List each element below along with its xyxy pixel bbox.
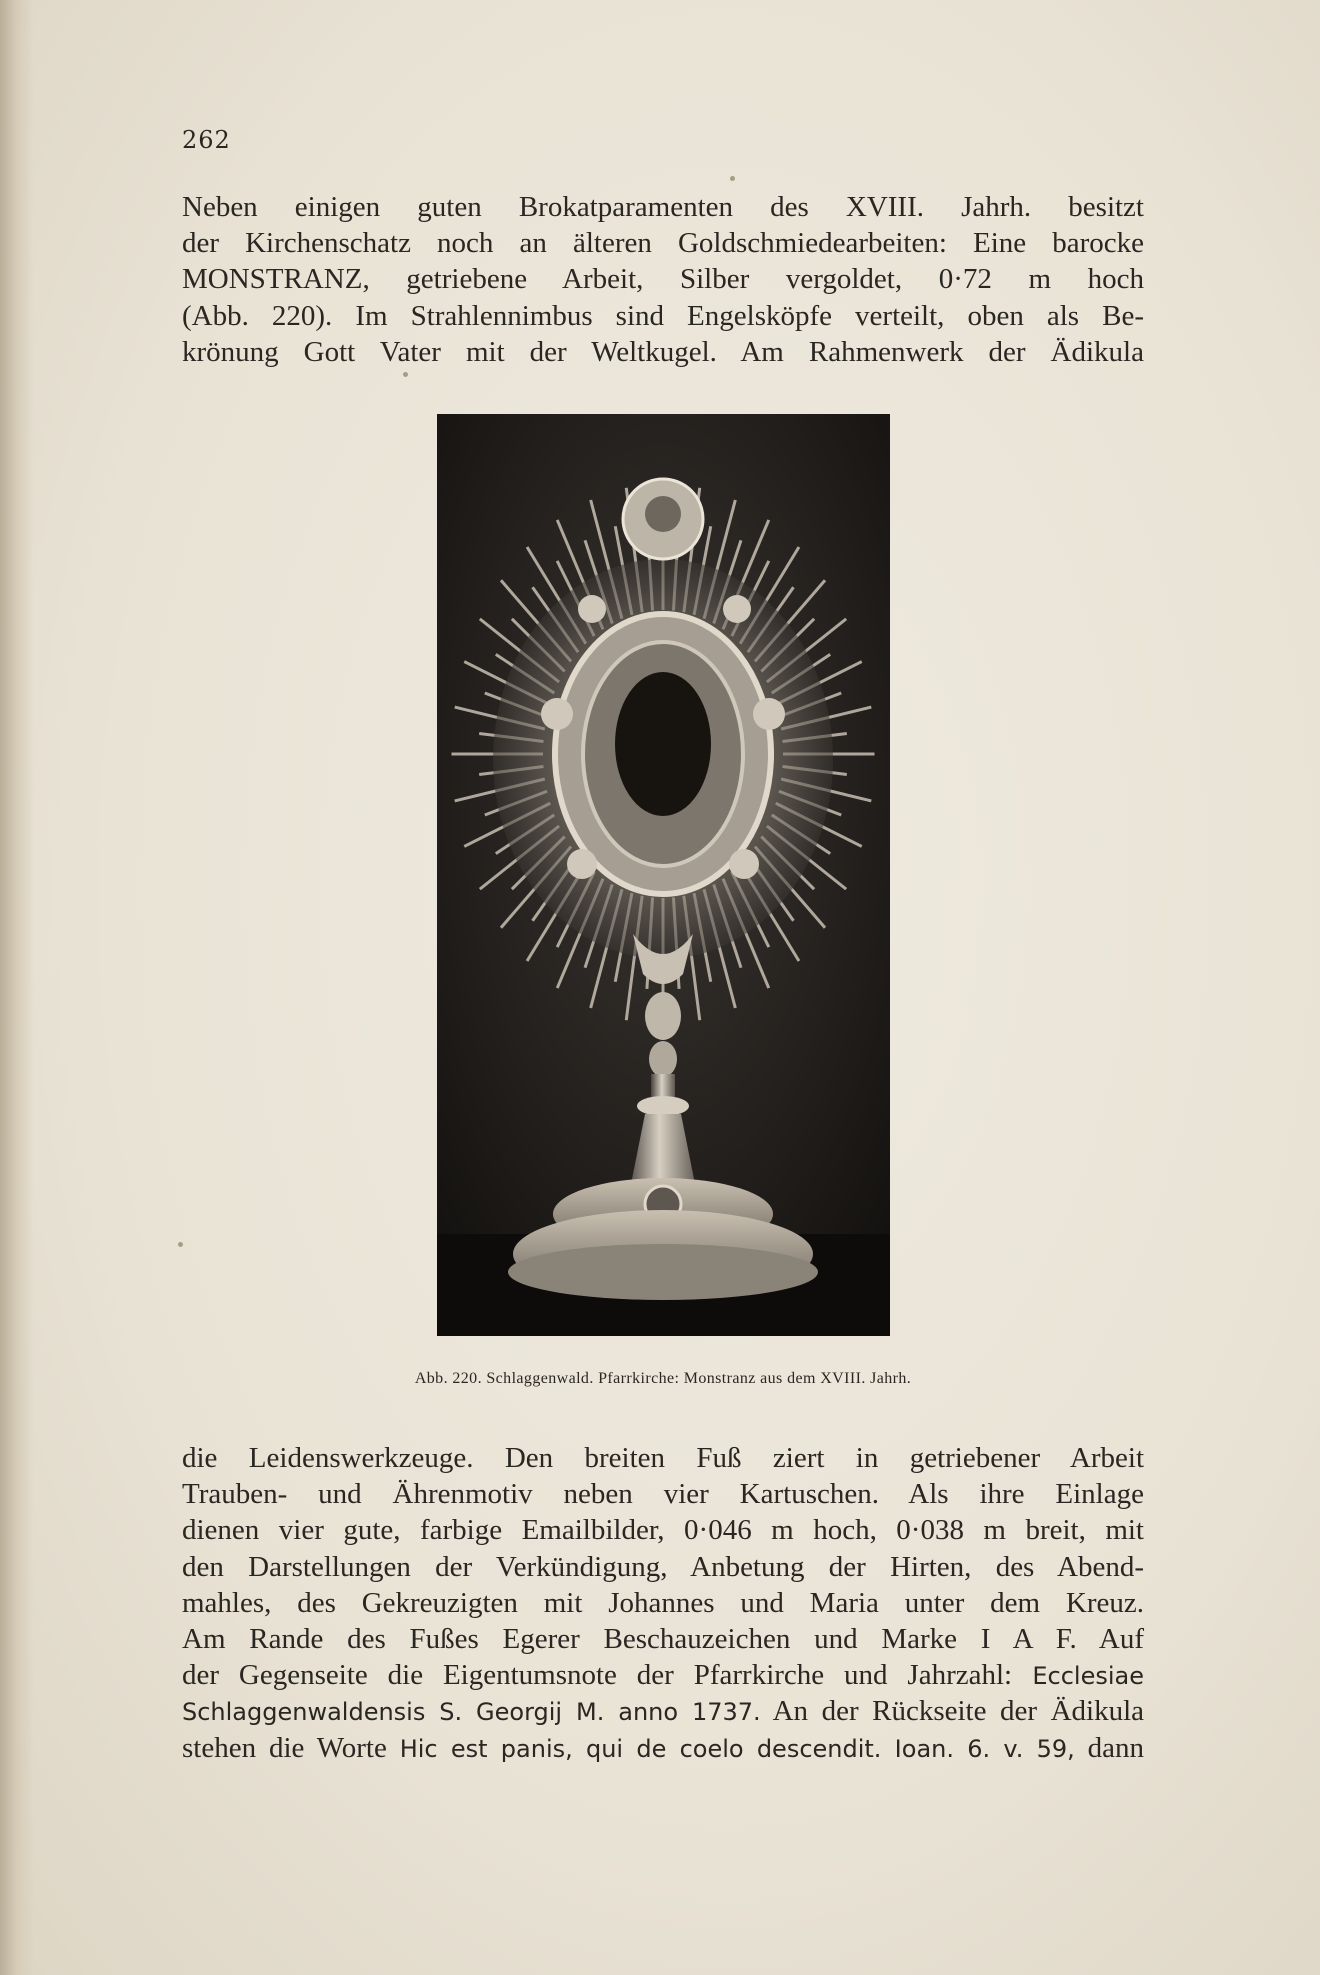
text-segment: An der Rückseite der Ädikula xyxy=(760,1695,1144,1728)
text-line: den Darstellungen der Verkündigung, Anbetung der Hirten, des Abend- xyxy=(182,1550,1144,1583)
text-line: krönung Gott Vater mit der Weltkugel. Am Rahmenwerk der Ädikula xyxy=(182,335,1144,368)
paragraph-bottom xyxy=(182,1440,1144,1766)
monstrance-photo-drawing xyxy=(437,414,890,1336)
text-line xyxy=(182,1693,1144,1729)
text-line xyxy=(182,1657,1144,1693)
paper-speck xyxy=(403,372,408,377)
text-segment: der Gegenseite die Eigentumsnote der Pfarrkirche und Jahrzahl: xyxy=(182,1659,1013,1692)
text-line: Am Rande des Fußes Egerer Beschauzeichen und Marke I A F. Auf xyxy=(182,1622,1144,1655)
text-line: mahles, des Gekreuzigten mit Johannes und Maria unter dem Kreuz. xyxy=(182,1586,1144,1619)
paragraph-top xyxy=(182,189,1144,370)
page-gutter-shadow xyxy=(0,0,34,1975)
text-line: dienen vier gute, farbige Emailbilder, 0·046 m hoch, 0·038 m breit, mit xyxy=(182,1514,1144,1547)
text-segment: dann xyxy=(1074,1731,1144,1764)
latin-inscription: Schlaggenwaldensis S. Georgij M. anno 1737. xyxy=(182,1698,761,1727)
text-segment: stehen die Worte xyxy=(182,1731,400,1764)
text-line: (Abb. 220). Im Strahlennimbus sind Engelsköpfe verteilt, oben als Be- xyxy=(182,299,1144,332)
text-line: Trauben- und Ährenmotiv neben vier Kartuschen. Als ihre Einlage xyxy=(182,1478,1144,1511)
text-line: Neben einigen guten Brokatparamenten des XVIII. Jahrh. besitzt xyxy=(182,191,1144,223)
paper-speck xyxy=(730,176,735,181)
latin-inscription: Ecclesiae xyxy=(1012,1662,1145,1691)
figure-caption: Abb. 220. Schlaggenwald. Pfarrkirche: Monstranz aus dem XVIII. Jahrh. xyxy=(414,1370,912,1387)
paper-speck xyxy=(178,1242,183,1247)
monstrance-photo xyxy=(437,414,890,1336)
text-line: MONSTRANZ, getriebene Arbeit, Silber vergoldet, 0·72 m hoch xyxy=(182,263,1144,296)
text-line xyxy=(182,1730,1144,1766)
latin-inscription: Hic est panis, qui de coelo descendit. Ioan. 6. v. 59, xyxy=(399,1734,1075,1763)
text-line: der Kirchenschatz noch an älteren Goldschmiedearbeiten: Eine barocke xyxy=(182,227,1144,260)
page-number: 262 xyxy=(182,126,231,154)
text-line: die Leidenswerkzeuge. Den breiten Fuß ziert in getriebener Arbeit xyxy=(182,1442,1144,1474)
